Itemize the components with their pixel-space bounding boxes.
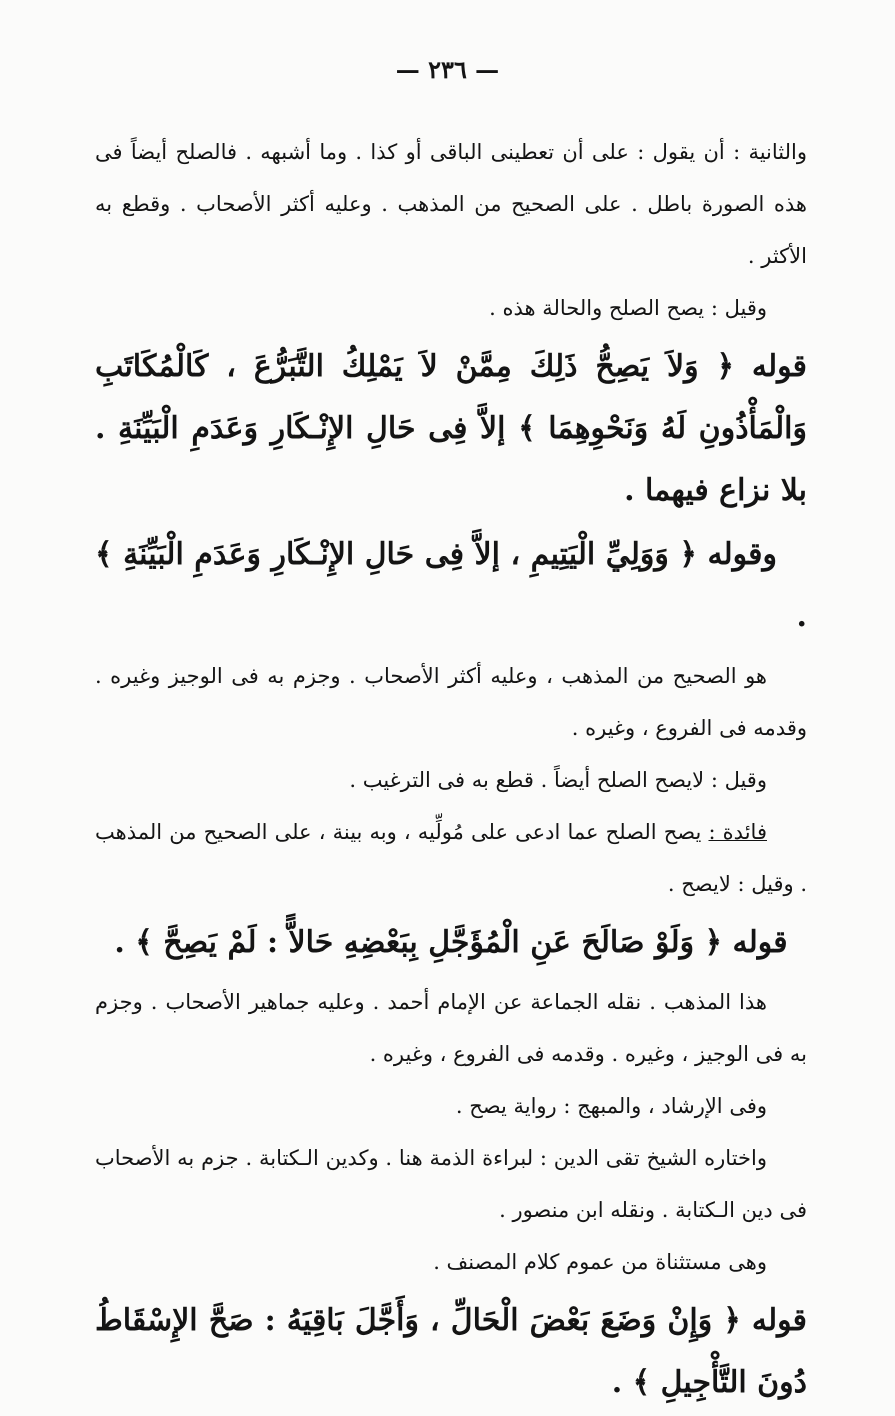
paragraph-opinion: وقيل : يصح الصلح والحالة هذه . (489, 296, 767, 320)
paragraph-note (95, 806, 807, 910)
paragraph-commentary: هو الصحيح من المذهب ، وعليه أكثر الأصحاب . وجزم به فى الوجيز وغيره . وقدمه فى الفروع ، وغيره . (95, 664, 807, 740)
quote-passage: قوله ﴿ وَلَوْ صَالَحَ عَنِ الْمُؤَجَّلِ بِبَعْضِهِ حَالاًّ : لَمْ يَصِحَّ ﴾ . (114, 925, 788, 960)
note-text: يصح الصلح عما ادعى على مُولِّيه ، وبه بينة ، على الصحيح من المذهب . وقيل : لايصح . (95, 820, 807, 896)
paragraph-second-case: والثانية : أن يقول : على أن تعطينى الباقى أو كذا . وما أشبهه . فالصلح أيضاً فى هذه الصورة باطل . على الصحيح من المذهب . وعليه أكثر الأصحاب . وقطع به الأكثر . (95, 140, 807, 268)
page-body (95, 126, 807, 1416)
quote-passage: وقوله ﴿ وَوَلِيِّ الْيَتِيمِ ، إلاَّ فِى حَالِ الإِنْـكَارِ وَعَدَمِ الْبَيِّنَةِ ﴾ . (95, 537, 807, 634)
page-number: — ٢٣٦ — (395, 55, 500, 84)
quote-passage: قوله ﴿ وَلاَ يَصِحُّ ذَلِكَ مِمَّنْ لاَ يَمْلِكُ التَّبَرُّعَ ، كَالْمُكَاتَبِ وَالْمَأْذُونِ لَهُ وَنَحْوِهِمَا ﴾ إلاَّ فِى حَالِ الإِنْـكَارِ وَعَدَمِ الْبَيِّنَةِ . بلا نزاع فيهما . (95, 349, 807, 508)
quote-passage: قوله ﴿ وَإِنْ وَضَعَ بَعْضَ الْحَالِّ ، وَأَجَّلَ بَاقِيَهُ : صَحَّ الإِسْقَاطُ دُونَ التَّأْجِيلِ ﴾ . (95, 1303, 807, 1400)
note-label: فائدة : (708, 820, 767, 844)
paragraph-commentary: واختاره الشيخ تقى الدين : لبراءة الذمة هنا . وكدين الـكتابة . جزم به الأصحاب فى دين الـكتابة . ونقله ابن منصور . (95, 1146, 807, 1222)
paragraph-commentary: وهى مستثناة من عموم كلام المصنف . (433, 1250, 767, 1274)
paragraph-commentary: هذا المذهب . نقله الجماعة عن الإمام أحمد . وعليه جماهير الأصحاب . وجزم به فى الوجيز ، وغيره . وقدمه فى الفروع ، وغيره . (95, 990, 807, 1066)
paragraph-opinion: وقيل : لايصح الصلح أيضاً . قطع به فى الترغيب . (349, 768, 767, 792)
paragraph-opinion: وفى الإرشاد ، والمبهج : رواية يصح . (455, 1094, 767, 1118)
